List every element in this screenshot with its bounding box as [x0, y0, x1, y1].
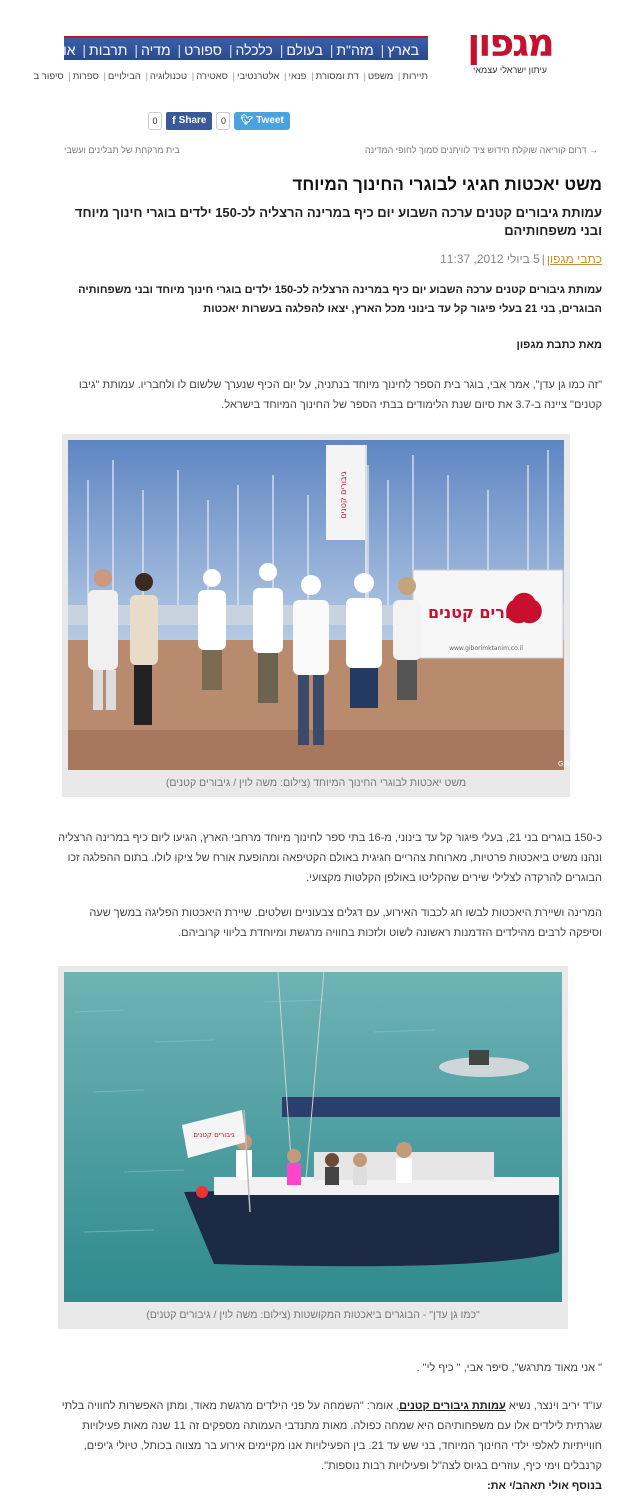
svg-text:Gibb: Gibb [558, 760, 575, 768]
yacht-illustration [64, 972, 562, 1302]
article-source: מאת כתבת מגפון [516, 339, 602, 351]
photo-marina-group [68, 440, 575, 770]
facebook-share-button[interactable] [166, 112, 212, 130]
nav-separator: | [329, 42, 334, 58]
photo-caption-1: משט יאכטות לבוגרי החינוך המיוחד (צילום: משה לוין / גיבורים קטנים) [165, 777, 467, 789]
photo-yacht [64, 972, 562, 1302]
figure-photo-1 [62, 434, 575, 797]
paragraph: " אני מאוד מתרגש", סיפר אבי, " כיף לי" . [416, 1362, 602, 1374]
byline [440, 252, 602, 266]
subnav-separator: | [145, 71, 148, 82]
subnav-item-technology[interactable]: טכנולוגיה [149, 71, 188, 82]
nav-separator: | [134, 42, 138, 58]
flag-text: גיבורים קטנים [339, 471, 348, 519]
next-post-link[interactable]: בית מרקחת של תבלינים ועשבי [64, 145, 180, 155]
subnav-item-leisure[interactable]: פנאי [288, 71, 307, 82]
tweet-count: 0 [216, 112, 230, 130]
organization-link[interactable]: עמותת גיבורים קטנים [399, 1400, 506, 1412]
social-buttons [148, 111, 290, 131]
nav-item-world[interactable]: בעולם [286, 42, 323, 58]
figure-photo-2 [58, 966, 568, 1329]
facebook-icon: f [172, 115, 176, 127]
subnav-item-nightlife[interactable]: הבילויים [107, 71, 141, 82]
subnav-separator: | [68, 71, 71, 82]
nav-item-sport[interactable]: ספורט [184, 42, 222, 58]
subnav-item-literature[interactable]: ספרות [72, 71, 99, 82]
subnav-item-satire[interactable]: סאטירה [196, 71, 228, 82]
site-logo[interactable] [440, 22, 580, 80]
paragraph-text: , אומר: "השמחה על פני הילדים מרגשת מאוד, ומתן האפשרות לחוויה בלתי שגרתית לילדים אלו עם משפחותיהם היא שמחה כפולה. מאות מתנדבי העמותה מספקים זה 11 שנה מאות פעילויות חווייתיות לאלפי ילדי החינוך המיוחד, בני שש עד 21. בין הפעילויות אנו מקיימים אירוע בר מצווה בכותל, טיולי ג'יפים, קרנבלים וימי כיף, עוזרים בגיוס לצה"ל ופעילויות רבות נוספות". [61, 1400, 602, 1472]
paragraph: המרינה ושיירת היאכטות לבשו חג לכבוד האירוע, עם דגלים צבעוניים ושלטים. שיירת היאכטות הפליגה במשך שעה וסיפקה לרבים מהילדים הזדמנות ראשונה לשוט ולזכות בחוויה מרגשת ומיוחדת בליווי קרוביהם. [89, 907, 602, 939]
banner-text: גיבורים קטנים [428, 603, 532, 622]
photo-caption-2: "כמו גן עדן" - הבוגרים ביאכטות המקושטות (צילום: משה לוין / גיבורים קטנים) [146, 1309, 480, 1321]
twitter-bird-icon: 🐦︎ [240, 115, 254, 126]
nav-item-israel[interactable]: בארץ [387, 42, 419, 58]
logo-tagline: עיתון ישראלי עצמאי [473, 65, 547, 75]
logo-text: מגפון [467, 21, 553, 65]
subnav-separator: | [397, 71, 401, 82]
paragraph-text: עו"ד יריב וינצר, נשיא [505, 1400, 602, 1412]
share-count: 0 [148, 112, 162, 130]
nav-item-economy[interactable]: כלכלה [235, 42, 273, 58]
paragraph [54, 1396, 602, 1476]
site-header [33, 21, 580, 84]
article-subtitle: עמותת גיבורים קטנים ערכה השבוע יום כיף במרינה הרצליה לכ-150 ילדים בוגרי חינוך מיוחד ובני משפחותיהם [74, 205, 602, 238]
article-title: משט יאכטות חגיגי לבוגרי החינוך המיוחד [292, 175, 602, 194]
subnav-separator: | [284, 71, 287, 82]
flag-text: גיבורים קטנים [193, 1131, 235, 1139]
paragraph: כ-150 בוגרים בני 21, בעלי פיגור קל עד בינוני, מ-16 בתי ספר לחינוך מיוחד מרחבי הארץ, הגיעו ליום כיף במרינה הרצליה ונהנו משיט ביאכטות פרטיות, מארוחת צהריים חגיגית באולם הקטיפאה ומהופעת אורח של ציקו לולו. בתום ההפלגה זכו הבוגרים להרקדה לצלילי שירים שהקליטו באולפן הקלטות מקצועי. [58, 832, 602, 884]
marina-group-illustration [68, 440, 575, 770]
publish-date: 5 ביולי 2012, 11:37 [440, 252, 540, 266]
byline-separator: | [541, 252, 545, 266]
nav-item-culture[interactable]: תרבות [89, 42, 128, 58]
nav-item-more[interactable]: או [63, 42, 76, 58]
nav-separator: | [279, 42, 284, 58]
nav-separator: | [380, 42, 385, 58]
subnav-item-story[interactable]: סיפור ב [33, 71, 64, 82]
subnav-item-tourism[interactable]: תיירות [402, 71, 428, 82]
subnav-separator: | [191, 71, 195, 82]
tweet-button[interactable] [234, 112, 289, 130]
subnav-separator: | [311, 71, 314, 82]
previous-post-link[interactable]: → דרום קוריאה שוקלת חידוש ציד לוויתנים סמוך לחופי המדינה [364, 145, 598, 155]
banner-url: www.giborimktanim.co.il [449, 645, 523, 652]
subnav-item-law[interactable]: משפט [367, 71, 394, 82]
post-navigation [64, 145, 598, 159]
related-heading: בנוסף אולי תאהב/י את: [486, 1480, 602, 1492]
nav-item-media[interactable]: מדיה [140, 42, 171, 58]
author-link[interactable]: כתבי מגפון [546, 252, 602, 266]
main-nav [64, 36, 428, 60]
article-lead: עמותת גיבורים קטנים ערכה השבוע יום כיף במרינה הרצליה לכ-150 ילדים בוגרי חינוך מיוחד ובני משפחותיה הבוגרים, בני 21 בעלי פיגור קל עד בינוני מכל הארץ, יצאו להפלגה בעשרות יאכטות [78, 284, 602, 315]
subnav-separator: | [363, 71, 366, 82]
tweet-label: Tweet [256, 115, 284, 126]
share-label: Share [178, 115, 207, 126]
subnav-item-alternative[interactable]: אלטרנטיבי [236, 71, 280, 82]
nav-separator: | [228, 42, 233, 58]
subnav-separator: | [232, 71, 235, 82]
sub-nav [33, 70, 428, 84]
nav-item-middle-east[interactable]: מזה"ת [336, 42, 374, 58]
subnav-item-religion[interactable]: דת ומסורת [315, 71, 359, 82]
nav-separator: | [82, 42, 87, 58]
paragraph: "זה כמו גן עדן", אמר אבי, בוגר בית הספר לחינוך מיוחד בנתניה, על יום הכיף שנערך שלשום לו ולחבריו. עמותת "גיבו קטנים" ציינה ב-3.7 את סיום שנת הלימודים בבתי הספר של החינוך המיוחד בישראל. [78, 379, 602, 411]
subnav-separator: | [103, 71, 106, 82]
nav-separator: | [177, 42, 182, 58]
